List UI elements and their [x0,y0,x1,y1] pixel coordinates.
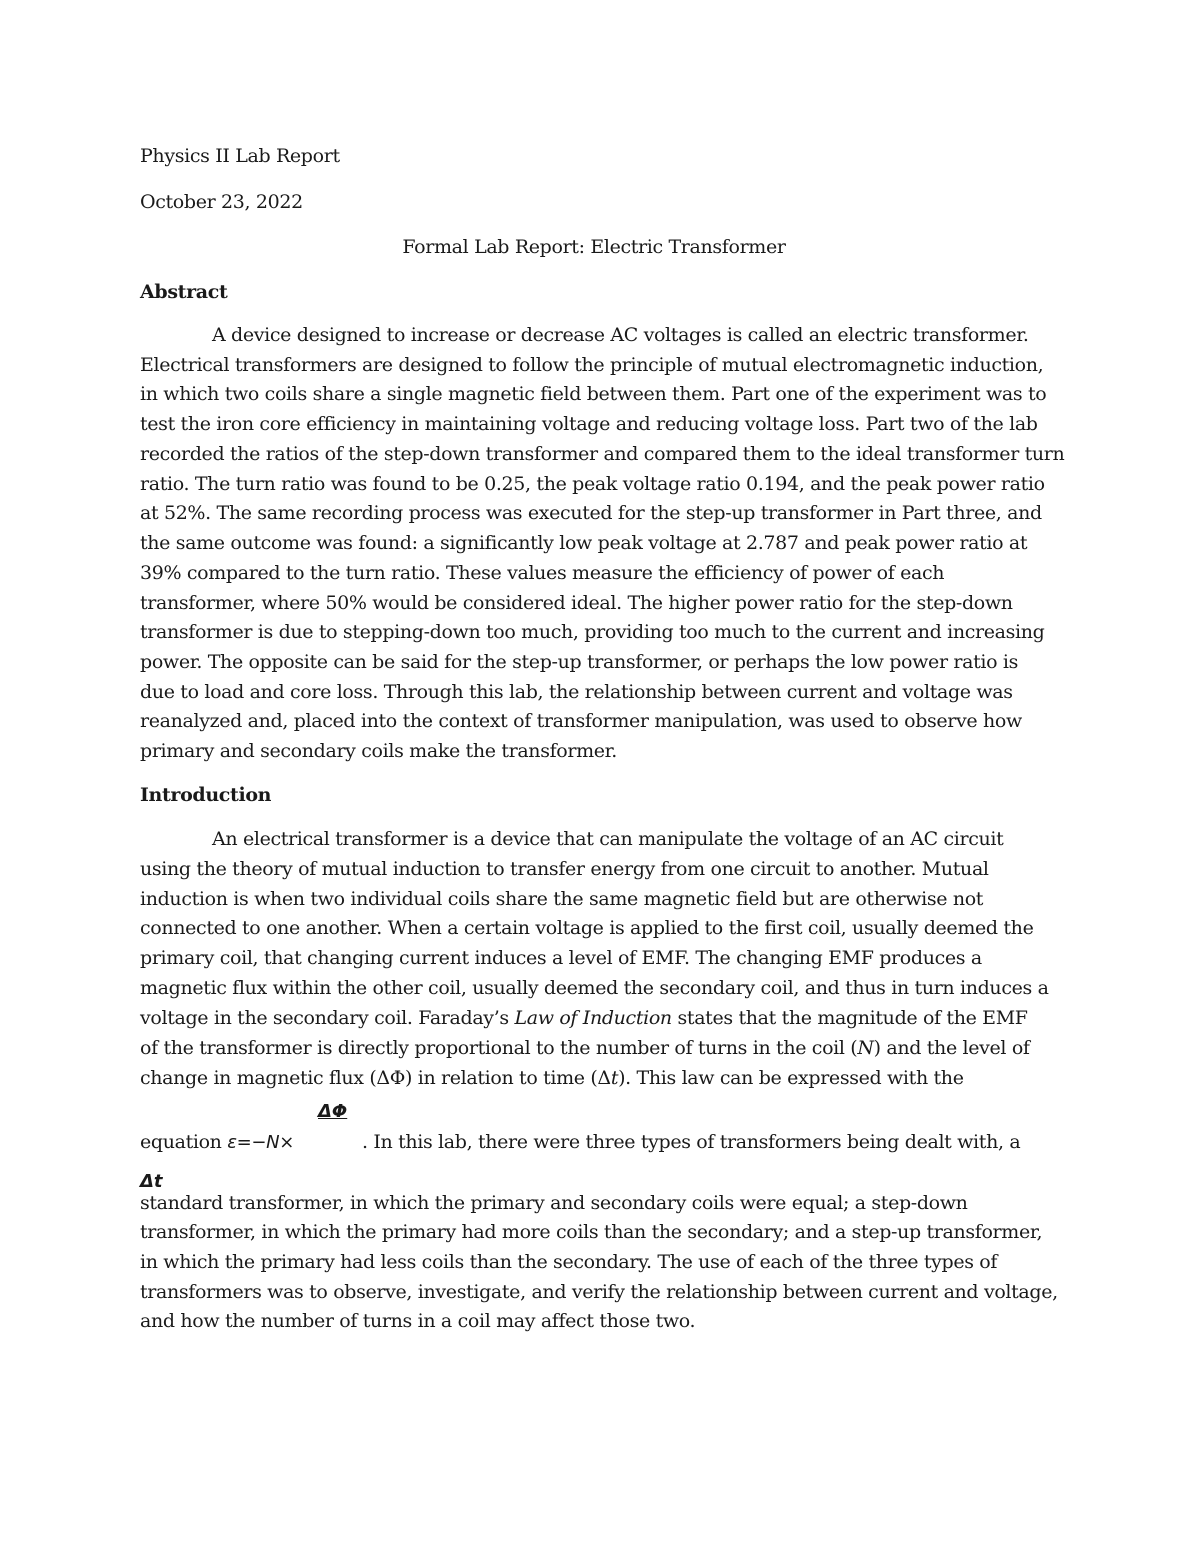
law-line-before: voltage in the secondary coil. Faraday’s [140,1007,515,1029]
abstract-line: at 52%. The same recording process was executed for the step-up transformer in Part three, and [140,502,1042,524]
report-title: Formal Lab Report: Electric Transformer [402,236,786,258]
intro-line: using the theory of mutual induction to transfer energy from one circuit to another. Mutual [140,858,989,880]
abstract-line: due to load and core loss. Through this lab, the relationship between current and voltage was [140,681,1013,703]
n-line-after: ) and the level of [873,1037,1030,1059]
equation-denominator: Δt [140,1171,163,1192]
abstract-heading: Abstract [140,281,228,303]
abstract-line: ratio. The turn ratio was found to be 0.25, the peak voltage ratio 0.194, and the peak power ratio [140,473,1045,495]
abstract-line: in which two coils share a single magnetic field between them. Part one of the experiment was to [140,383,1047,405]
intro-line: induction is when two individual coils share the same magnetic field but are otherwise not [140,888,984,910]
intro-line: primary coil, that changing current induces a level of EMF. The changing EMF produces a [140,947,982,969]
flux-line-before: change in magnetic flux (ΔΦ) in relation to time (Δ [140,1067,611,1089]
equation-numerator: ΔΦ [318,1101,348,1122]
variable-t: t [610,1067,619,1089]
abstract-line: reanalyzed and, placed into the context of transformer manipulation, was used to observe how [140,710,1022,732]
intro-line: An electrical transformer is a device that can manipulate the voltage of an AC circuit [212,828,1004,850]
equation-prefix: equation [140,1131,228,1153]
abstract-line: 39% compared to the turn ratio. These values measure the efficiency of power of each [140,562,945,584]
introduction-heading: Introduction [140,784,272,806]
intro-line: transformer, in which the primary had more coils than the secondary; and a step-up transformer, [140,1221,1043,1243]
intro-line: magnetic flux within the other coil, usually deemed the secondary coil, and thus in turn induces a [140,977,1049,999]
equation-lhs: ε=−N× [227,1132,294,1153]
date-line: October 23, 2022 [140,191,303,213]
intro-n-line [140,1036,1030,1060]
abstract-line: transformer is due to stepping-down too much, providing too much to the current and increasing [140,621,1045,643]
intro-flux-line [140,1066,964,1090]
variable-n: N [857,1037,874,1059]
equation-after: . In this lab, there were three types of transformers being dealt with, a [361,1131,1021,1153]
abstract-line: the same outcome was found: a significantly low peak voltage at 2.787 and peak power ratio at [140,532,1028,554]
intro-line: in which the primary had less coils than the secondary. The use of each of the three types of [140,1251,998,1273]
intro-line: transformers was to observe, investigate, and verify the relationship between current and voltage, [140,1281,1058,1303]
intro-line: connected to one another. When a certain voltage is applied to the first coil, usually deemed the [140,917,1034,939]
abstract-line: power. The opposite can be said for the step-up transformer, or perhaps the low power ratio is [140,651,1018,673]
law-of-induction: Law of Induction [514,1007,672,1029]
abstract-line: transformer, where 50% would be considered ideal. The higher power ratio for the step-down [140,592,1013,614]
intro-line: standard transformer, in which the primary and secondary coils were equal; a step-down [140,1192,968,1214]
course-line: Physics II Lab Report [140,145,340,167]
equation-line [140,1130,1020,1155]
intro-law-line [140,1006,1028,1030]
law-line-after: states that the magnitude of the EMF [671,1007,1028,1029]
flux-line-after: ). This law can be expressed with the [618,1067,964,1089]
intro-line: and how the number of turns in a coil may affect those two. [140,1310,696,1332]
abstract-line: test the iron core efficiency in maintaining voltage and reducing voltage loss. Part two of the lab [140,413,1038,435]
n-line-before: of the transformer is directly proportional to the number of turns in the coil ( [140,1037,858,1059]
abstract-line: Electrical transformers are designed to follow the principle of mutual electromagnetic induction, [140,354,1044,376]
abstract-line: recorded the ratios of the step-down transformer and compared them to the ideal transformer turn [140,443,1065,465]
abstract-line: A device designed to increase or decrease AC voltages is called an electric transformer. [212,324,1029,346]
abstract-line: primary and secondary coils make the transformer. [140,740,617,762]
